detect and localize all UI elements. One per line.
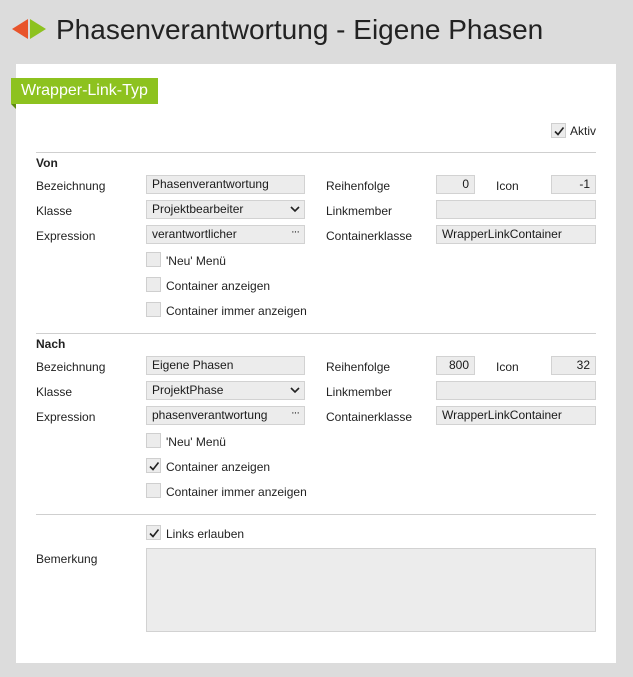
von-neu-menu-label: 'Neu' Menü	[166, 254, 226, 268]
von-bezeichnung-label: Bezeichnung	[36, 179, 106, 193]
von-linkmember-input[interactable]	[436, 200, 596, 219]
nach-bezeichnung-input[interactable]: Eigene Phasen	[146, 356, 305, 375]
page-title: Phasenverantwortung - Eigene Phasen	[56, 14, 544, 45]
links-erlauben-checkbox[interactable]	[146, 525, 161, 540]
von-reihenfolge-label: Reihenfolge	[326, 179, 391, 193]
von-klasse-value: Projektbearbeiter	[152, 202, 244, 216]
von-linkmember-label: Linkmember	[326, 204, 393, 218]
nach-neu-menu-label: 'Neu' Menü	[166, 435, 226, 449]
von-reihenfolge-input[interactable]: 0	[436, 175, 475, 194]
nach-klasse-label: Klasse	[36, 385, 73, 399]
von-container-immer-checkbox[interactable]	[146, 302, 161, 317]
von-expression-input[interactable]	[146, 225, 305, 244]
aktiv-checkbox[interactable]	[551, 123, 566, 138]
bemerkung-textarea[interactable]	[146, 548, 596, 632]
bemerkung-label: Bemerkung	[36, 552, 98, 566]
von-expression-value: verantwortlicher	[152, 227, 237, 241]
divider	[36, 152, 596, 153]
nach-neu-menu-checkbox[interactable]	[146, 433, 161, 448]
divider	[36, 514, 596, 515]
nach-klasse-value: ProjektPhase	[152, 383, 224, 397]
nach-expression-input[interactable]	[146, 406, 305, 425]
von-neu-menu-checkbox[interactable]	[146, 252, 161, 267]
nach-heading: Nach	[36, 337, 66, 351]
section-tag: Wrapper-Link-Typ	[11, 78, 158, 104]
chevron-down-icon[interactable]	[286, 382, 304, 399]
aktiv-label: Aktiv	[570, 124, 597, 138]
chevron-down-icon[interactable]	[286, 201, 304, 218]
nach-reihenfolge-input[interactable]: 800	[436, 356, 475, 375]
links-erlauben-label: Links erlauben	[166, 527, 245, 541]
von-container-anzeigen-checkbox[interactable]	[146, 277, 161, 292]
von-expression-label: Expression	[36, 229, 96, 243]
nach-container-immer-label: Container immer anzeigen	[166, 485, 307, 499]
von-bezeichnung-input[interactable]: Phasenverantwortung	[146, 175, 305, 194]
von-icon-input[interactable]: -1	[551, 175, 596, 194]
von-klasse-select[interactable]	[146, 200, 305, 219]
nach-bezeichnung-label: Bezeichnung	[36, 360, 106, 374]
nach-containerklasse-label: Containerklasse	[326, 410, 413, 424]
von-containerklasse-input[interactable]: WrapperLinkContainer	[436, 225, 596, 244]
nach-container-anzeigen-label: Container anzeigen	[166, 460, 271, 474]
nach-container-anzeigen-checkbox[interactable]	[146, 458, 161, 473]
checkmark-icon	[148, 460, 160, 472]
app-logo-icon	[12, 19, 46, 39]
window-header	[0, 0, 633, 64]
nach-reihenfolge-label: Reihenfolge	[326, 360, 391, 374]
divider	[36, 333, 596, 334]
nach-icon-label: Icon	[496, 360, 519, 374]
von-container-immer-label: Container immer anzeigen	[166, 304, 307, 318]
ellipsis-icon[interactable]: ···	[291, 226, 299, 238]
nach-expression-value: phasenverantwortung	[152, 408, 268, 422]
ellipsis-icon[interactable]: ···	[291, 407, 299, 419]
checkmark-icon	[148, 527, 160, 539]
nach-expression-label: Expression	[36, 410, 96, 424]
von-icon-label: Icon	[496, 179, 519, 193]
nach-icon-input[interactable]: 32	[551, 356, 596, 375]
von-heading: Von	[36, 156, 58, 170]
nach-container-immer-checkbox[interactable]	[146, 483, 161, 498]
nach-klasse-select[interactable]	[146, 381, 305, 400]
von-klasse-label: Klasse	[36, 204, 73, 218]
nach-linkmember-label: Linkmember	[326, 385, 393, 399]
checkmark-icon	[553, 125, 565, 137]
nach-linkmember-input[interactable]	[436, 381, 596, 400]
von-containerklasse-label: Containerklasse	[326, 229, 413, 243]
von-container-anzeigen-label: Container anzeigen	[166, 279, 271, 293]
section-tag-fold	[11, 104, 16, 109]
nach-containerklasse-input[interactable]: WrapperLinkContainer	[436, 406, 596, 425]
